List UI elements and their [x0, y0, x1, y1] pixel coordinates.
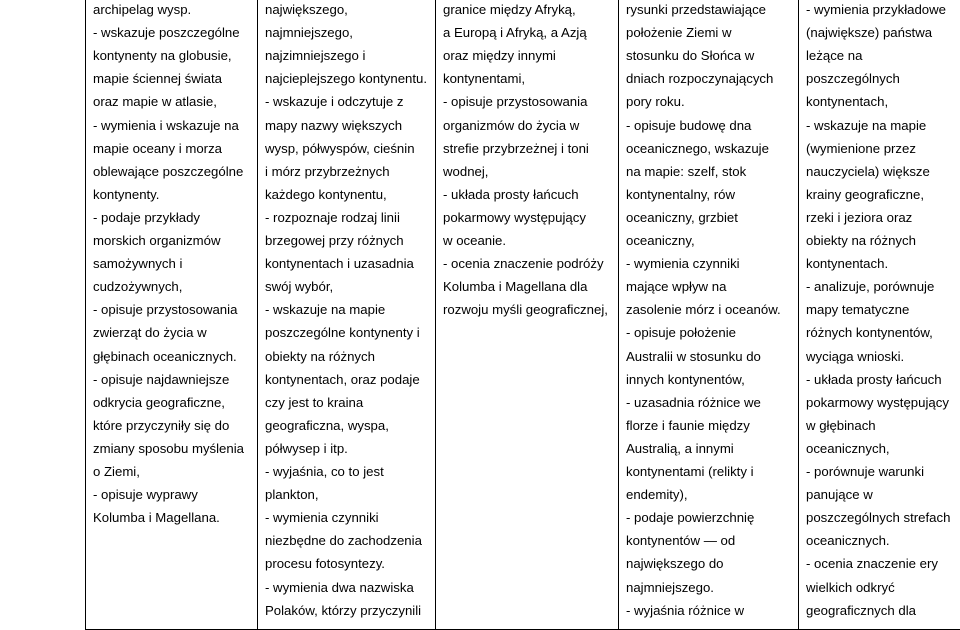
cell-text-line: - uzasadnia różnice we — [626, 394, 761, 410]
cell-text-line: oceaniczny, grzbiet — [626, 209, 738, 225]
cell-text-line: innych kontynentów, — [626, 371, 745, 387]
cell-text-line: - rozpoznaje rodzaj linii — [265, 209, 400, 225]
cell-text-line: odkrycia geograficzne, — [93, 394, 225, 410]
cell-text-line: - podaje przykłady — [93, 209, 201, 225]
cell-text-line: oceanicznego, wskazuje — [626, 140, 769, 156]
cell-text-line: - podaje powierzchnię — [626, 510, 755, 526]
cell-text-line: - opisuje wyprawy — [93, 487, 198, 503]
cell-text-line: największego, — [265, 2, 348, 17]
cell-text-line: - wymienia dwa nazwiska — [265, 579, 414, 595]
cell-text-line: niezbędne do zachodzenia — [265, 533, 422, 549]
cell-text-line: - wskazuje na mapie — [806, 117, 927, 133]
cell-text-line: leżące na — [806, 48, 863, 64]
cell-text-line: - układa prosty łańcuch — [443, 186, 579, 202]
cell-text-line: kontynentami (relikty i — [626, 464, 754, 479]
cell-text-line: - opisuje najdawniejsze — [93, 371, 230, 387]
cell-text-line: kontynentalny, rów — [626, 186, 735, 202]
cell-text-line: oraz między innymi — [443, 48, 556, 64]
cell-text-line: mapie ściennej świata — [93, 71, 223, 87]
cell-text-line: - opisuje budowę dna — [626, 117, 752, 133]
cell-text-line: cudzożywnych, — [93, 279, 183, 295]
cell-text-line: oceanicznych. — [806, 533, 890, 549]
cell-text-line: poszczególne kontynenty i — [265, 325, 420, 341]
cell-text-line: Kolumba i Magellana. — [93, 510, 220, 526]
cell-text-line: - wskazuje na mapie — [265, 302, 386, 318]
cell-text-line: swój wybór, — [265, 279, 334, 295]
cell-text-line: - wymienia czynniki — [265, 510, 379, 526]
cell-text-line: czy jest to kraina — [265, 394, 364, 410]
cell-text-line: mające wpływ na — [626, 279, 727, 295]
cell-text-line: różnych kontynentów, — [806, 325, 933, 341]
cell-text-line: w oceanie. — [443, 233, 507, 248]
cell-text-line: brzegowej przy różnych — [265, 233, 404, 248]
column-4 — [619, 0, 799, 630]
cell-text-line: - wskazuje i odczytuje z — [265, 94, 404, 110]
cell-text-line: geograficznych dla — [806, 602, 916, 618]
cell-text-line: Australią, a innymi — [626, 440, 734, 456]
cell-text-line: - analizuje, porównuje — [806, 279, 935, 295]
cell-text-line: które przyczyniły się do — [93, 417, 230, 433]
cell-text-line: poszczególnych — [806, 71, 900, 87]
cell-text-line: kontynentów — od — [626, 533, 736, 549]
cell-text-line: Kolumba i Magellana dla — [443, 279, 588, 295]
cell-text-line: - wskazuje poszczególne — [93, 25, 240, 41]
cell-text-line: stosunku do Słońca w — [626, 48, 755, 64]
column-3 — [436, 0, 619, 630]
cell-text-line: kontynenty na globusie, — [93, 48, 232, 64]
cell-text-line: najmniejszego, — [265, 25, 353, 41]
cell-text-line: krainy geograficzne, — [806, 186, 925, 202]
cell-text-line: kontynentach, oraz podaje — [265, 371, 420, 387]
cell-text-line: na mapie: szelf, stok — [626, 163, 747, 179]
cell-text-line: obiekty na różnych — [265, 348, 375, 364]
cell-text-line: a Europą i Afryką, a Azją — [443, 25, 587, 41]
cell-text-line: kontynentami, — [443, 71, 526, 87]
cell-text-line: - wyjaśnia różnice w — [626, 602, 744, 618]
cell-text-line: - ocenia znaczenie ery — [806, 556, 938, 572]
cell-text-line: wielkich odkryć — [806, 579, 895, 595]
cell-text-line: - opisuje przystosowania — [93, 302, 238, 318]
column-1 — [86, 0, 258, 630]
cell-text-line: morskich organizmów — [93, 233, 221, 248]
cell-text-line: (największe) państwa — [806, 25, 933, 41]
cell-text-line: endemity), — [626, 487, 688, 503]
cell-text-line: zwierząt do życia w — [93, 325, 207, 341]
cell-text-line: rysunki przedstawiające — [626, 2, 766, 17]
cell-text-line: kontynenty. — [93, 186, 160, 202]
cell-text-line: kontynentach. — [806, 256, 889, 272]
cell-text-line: oblewające poszczególne — [93, 163, 244, 179]
cell-text-line: mapie oceany i morza — [93, 140, 223, 156]
cell-text-line: najcieplejszego kontynentu. — [265, 71, 428, 87]
cell-text-line: - ocenia znaczenie podróży — [443, 256, 604, 272]
cell-text-line: poszczególnych strefach — [806, 510, 951, 526]
cell-text-line: - układa prosty łańcuch — [806, 371, 942, 387]
column-5 — [799, 0, 960, 630]
cell-text-line: i mórz przybrzeżnych — [265, 163, 390, 179]
curriculum-table — [85, 0, 960, 630]
cell-text-line: florze i faunie między — [626, 417, 750, 433]
cell-text-line: mapy tematyczne — [806, 302, 910, 318]
cell-text-line: obiekty na różnych — [806, 233, 916, 248]
cell-text-line: oceaniczny, — [626, 233, 695, 248]
column-2 — [258, 0, 436, 630]
cell-text-line: kontynentach, — [806, 94, 889, 110]
cell-text-line: półwysep i itp. — [265, 440, 348, 456]
cell-text-line: pory roku. — [626, 94, 685, 110]
cell-text-line: głębinach oceanicznych. — [93, 348, 237, 364]
cell-text-line: panujące w — [806, 487, 873, 503]
cell-text-line: nauczyciela) większe — [806, 163, 930, 179]
cell-text-line: pokarmowy występujący — [443, 209, 586, 225]
cell-text-line: najmniejszego. — [626, 579, 714, 595]
cell-text-line: mapy nazwy większych — [265, 117, 403, 133]
cell-text-line: (wymienione przez — [806, 140, 916, 156]
cell-text-line: oceanicznych, — [806, 440, 890, 456]
cell-text-line: zmiany sposobu myślenia — [93, 440, 244, 456]
cell-text-line: - wymienia i wskazuje na — [93, 117, 239, 133]
cell-text-line: - wymienia przykładowe — [806, 2, 946, 17]
cell-text-line: samożywnych i — [93, 256, 183, 272]
cell-text-line: granice między Afryką, — [443, 2, 576, 17]
cell-text-line: - opisuje położenie — [626, 325, 736, 341]
cell-text-line: - porównuje warunki — [806, 464, 925, 479]
cell-text-line: archipelag wysp. — [93, 2, 192, 17]
cell-text-line: wodnej, — [443, 163, 489, 179]
cell-text-line: rzeki i jeziora oraz — [806, 209, 913, 225]
cell-text-line: - wymienia czynniki — [626, 256, 740, 272]
cell-text-line: oraz mapie w atlasie, — [93, 94, 217, 110]
cell-text-line: położenie Ziemi w — [626, 25, 732, 41]
cell-text-line: - wyjaśnia, co to jest — [265, 464, 384, 479]
cell-text-line: geograficzna, wyspa, — [265, 417, 389, 433]
cell-text-line: dniach rozpoczynających — [626, 71, 774, 87]
cell-text-line: największego do — [626, 556, 724, 572]
cell-text-line: wyciąga wnioski. — [806, 348, 905, 364]
cell-text-line: wysp, półwyspów, cieśnin — [265, 140, 415, 156]
cell-text-line: organizmów do życia w — [443, 117, 580, 133]
cell-text-line: każdego kontynentu, — [265, 186, 387, 202]
cell-text-line: - opisuje przystosowania — [443, 94, 588, 110]
cell-text-line: Australii w stosunku do — [626, 348, 761, 364]
cell-text-line: pokarmowy występujący — [806, 394, 949, 410]
cell-text-line: rozwoju myśli geograficznej, — [443, 302, 608, 318]
cell-text-line: strefie przybrzeżnej i toni — [443, 140, 589, 156]
cell-text-line: kontynentach i uzasadnia — [265, 256, 414, 272]
cell-text-line: procesu fotosyntezy. — [265, 556, 385, 572]
cell-text-line: zasolenie mórz i oceanów. — [626, 302, 781, 318]
cell-text-line: najzimniejszego i — [265, 48, 366, 64]
cell-text-line: w głębinach — [806, 417, 876, 433]
cell-text-line: o Ziemi, — [93, 464, 140, 479]
cell-text-line: plankton, — [265, 487, 319, 503]
cell-text-line: Polaków, którzy przyczynili — [265, 602, 422, 618]
